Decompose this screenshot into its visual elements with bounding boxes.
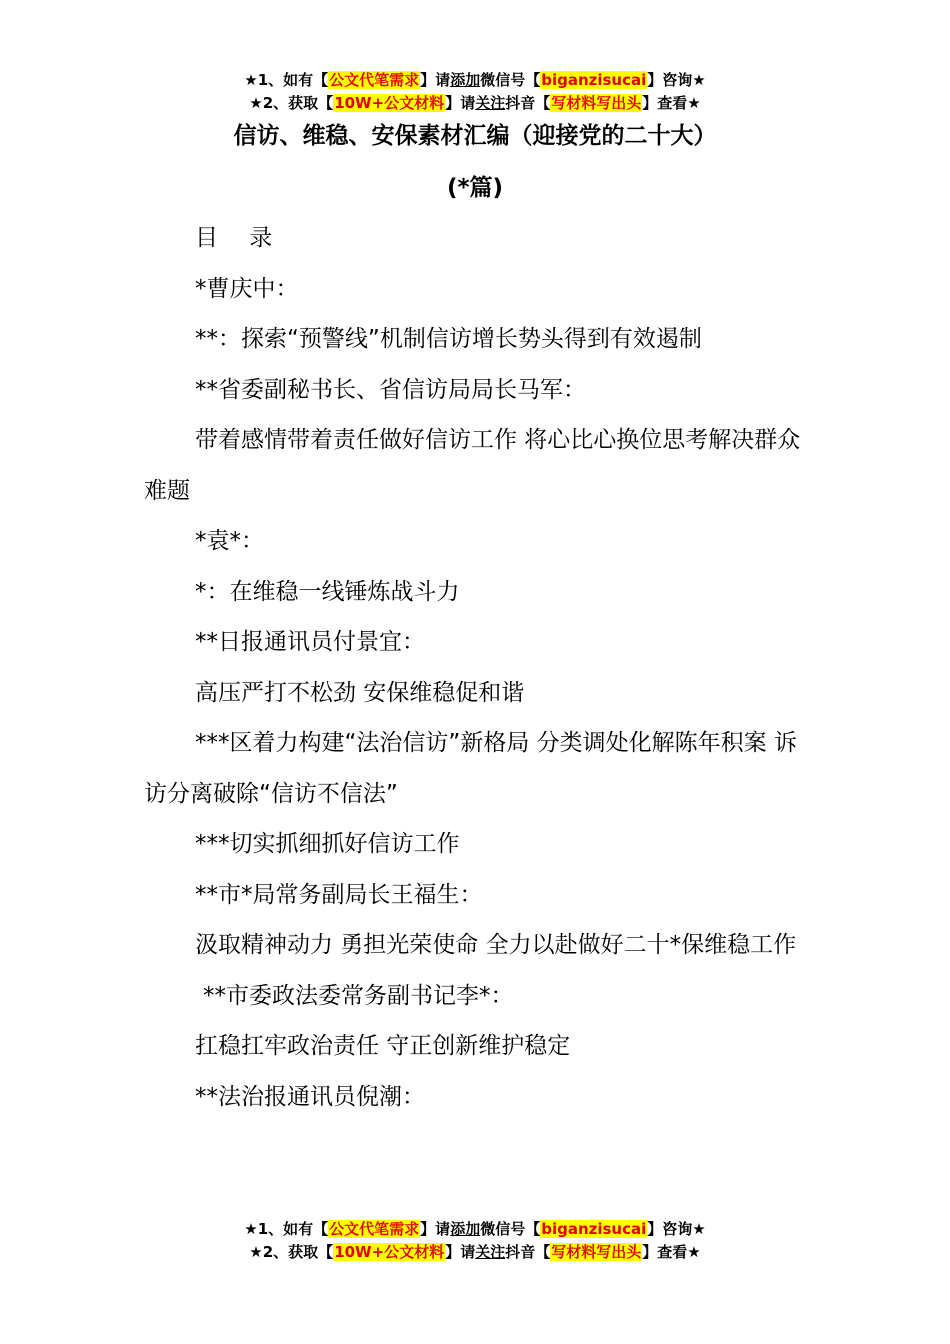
banner-line-2: ★2、获取【10W+公文材料】请关注抖音【写材料写出头】查看★ [249,1243,701,1261]
banner-highlight: 10W+公文材料 [334,94,445,112]
banner-wechat-id: biganzisucai [541,1220,647,1238]
toc-heading: 目 录 [195,225,285,251]
banner-line-1: ★1、如有【公文代笔需求】请添加微信号【biganzisucai】咨询★ [244,71,706,89]
paragraph: ***切实抓细抓好信访工作 [195,831,460,857]
paragraph: 扛稳扛牢政治责任 守正创新维护稳定 [195,1033,571,1059]
paragraph: **日报通讯员付景宜： [195,629,425,655]
paragraph: 高压严打不松劲 安保维稳促和谐 [195,679,525,706]
document-title: 信访、维稳、安保素材汇编（迎接党的二十大） [233,123,717,149]
paragraph: 汲取精神动力 勇担光荣使命 全力以赴做好二十*保维稳工作 [195,932,797,958]
banner-douyin-id: 写材料写出头 [551,1243,642,1261]
banner-highlight: 公文代笔需求 [329,1220,420,1238]
paragraph: *曹庆中： [195,275,299,302]
paragraph: **市*局常务副局长王福生： [195,881,483,908]
banner-douyin-id: 写材料写出头 [551,94,642,112]
paragraph: ***区着力构建“法治信访”新格局 分类调处化解陈年积案 诉访分离破除“信访不信法” [144,730,797,807]
footer-banner [0,1218,950,1264]
paragraph: **：探索“预警线”机制信访增长势头得到有效遏制 [195,326,702,352]
document-subtitle: (*篇) [446,175,504,201]
paragraph: **市委政法委常务副书记李*： [203,982,514,1009]
paragraph: 带着感情带着责任做好信访工作 将心比心换位思考解决群众难题 [144,427,801,504]
banner-highlight: 公文代笔需求 [329,71,420,89]
header-banner [0,69,950,115]
banner-line-2: ★2、获取【10W+公文材料】请关注抖音【写材料写出头】查看★ [249,94,701,112]
paragraph: **法治报通讯员倪潮： [195,1083,425,1110]
paragraph: *袁*： [195,528,264,554]
document-body [144,213,810,1122]
banner-line-1: ★1、如有【公文代笔需求】请添加微信号【biganzisucai】咨询★ [244,1220,706,1238]
banner-highlight: 10W+公文材料 [334,1243,445,1261]
paragraph: **省委副秘书长、省信访局局长马军： [195,376,586,403]
paragraph: *：在维稳一线锤炼战斗力 [195,578,460,605]
banner-wechat-id: biganzisucai [541,71,647,89]
